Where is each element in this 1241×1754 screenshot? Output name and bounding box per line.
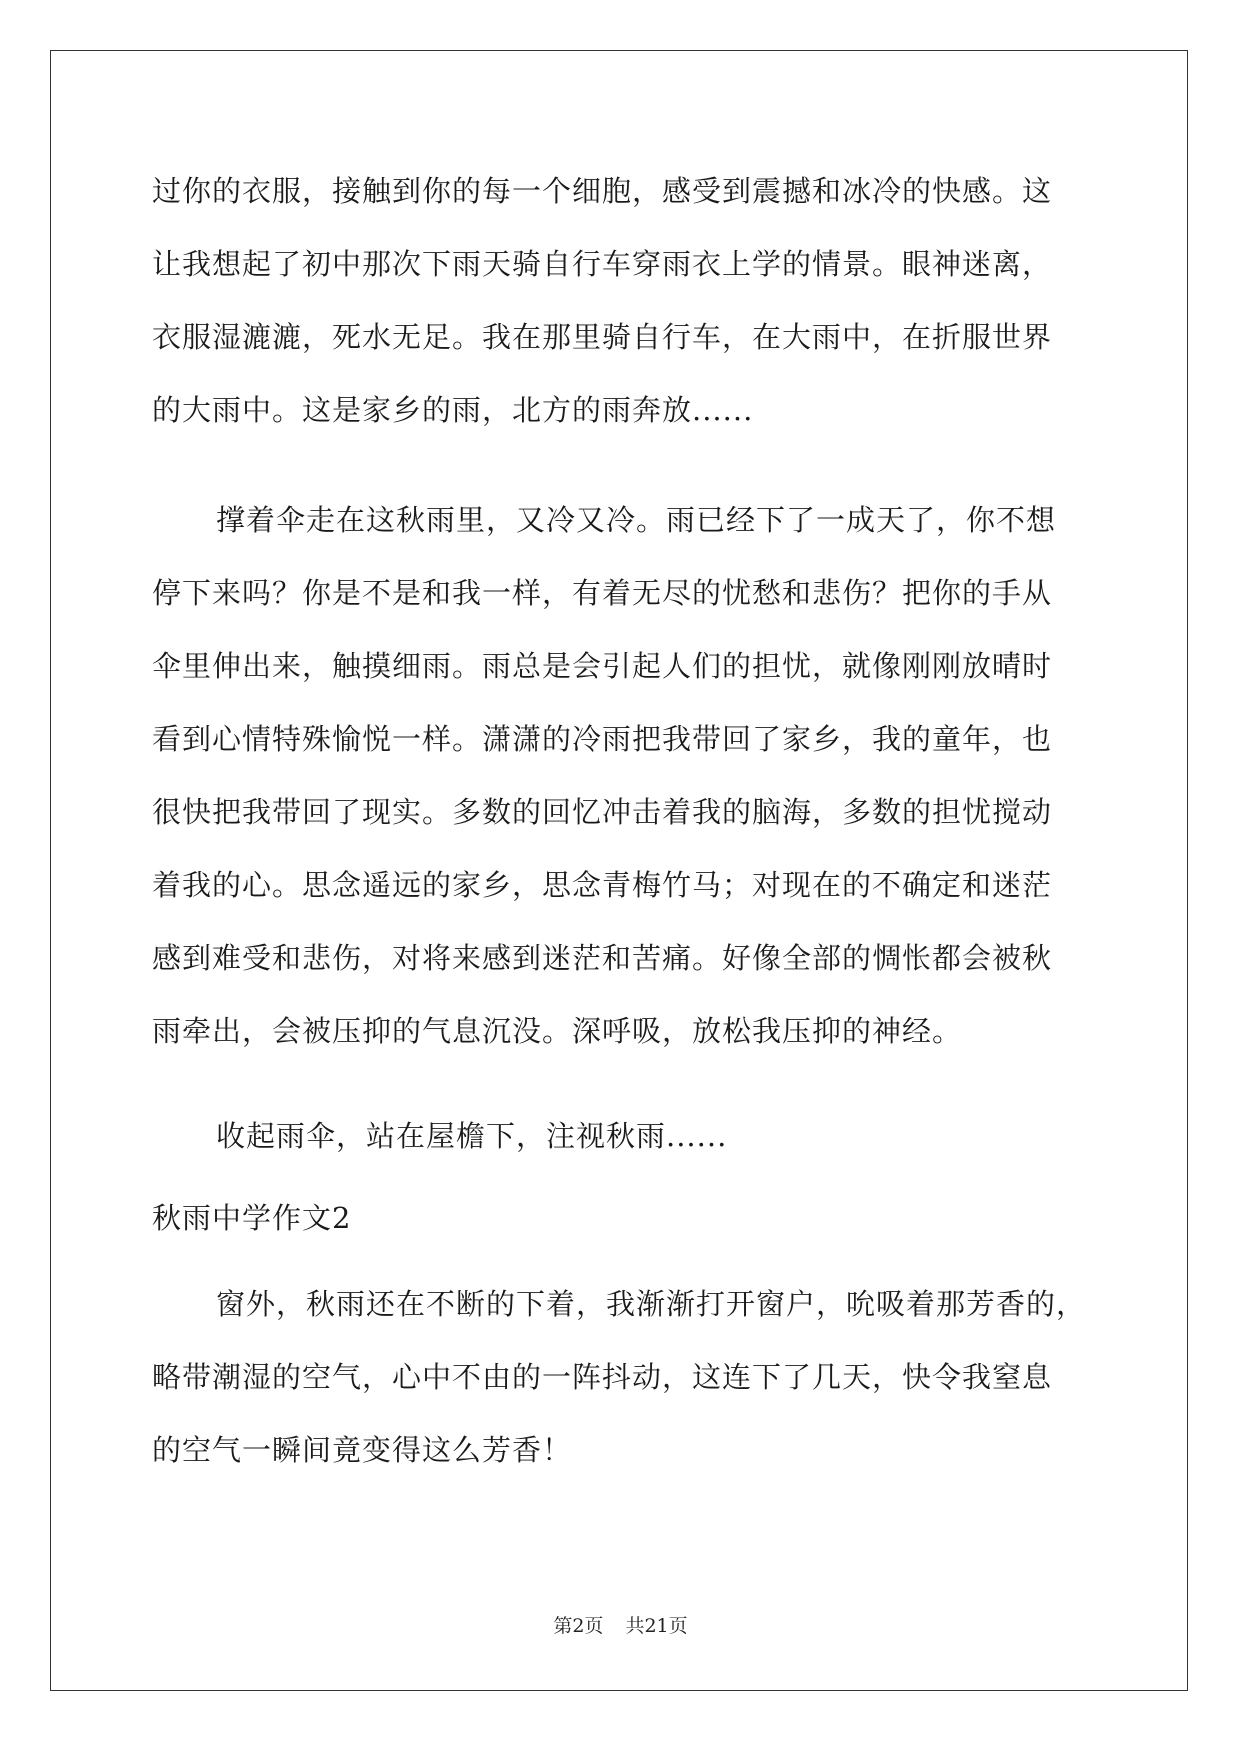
text-line: 看到心情特殊愉悦一样。潇潇的冷雨把我带回了家乡，我的童年，也	[152, 722, 1053, 756]
text-line: 衣服湿漉漉，死水无足。我在那里骑自行车，在大雨中，在折服世界	[152, 320, 1053, 354]
text-line: 雨牵出，会被压抑的气息沉没。深呼吸，放松我压抑的神经。	[152, 1014, 963, 1048]
page-footer	[0, 1614, 1241, 1638]
section-heading: 秋雨中学作文2	[152, 1201, 352, 1235]
paragraph-first-line: 收起雨伞，站在屋檐下，注视秋雨......	[216, 1119, 728, 1153]
text-line: 感到难受和悲伤，对将来感到迷茫和苦痛。好像全部的惆怅都会被秋	[152, 941, 1053, 975]
text-line: 的空气一瞬间竟变得这么芳香！	[152, 1433, 573, 1467]
text-line: 着我的心。思念遥远的家乡，思念青梅竹马；对现在的不确定和迷茫	[152, 868, 1053, 902]
text-line: 过你的衣服，接触到你的每一个细胞，感受到震撼和冰冷的快感。这	[152, 174, 1053, 208]
text-line: 很快把我带回了现实。多数的回忆冲击着我的脑海，多数的担忧搅动	[152, 795, 1053, 829]
page-number: 第2页	[553, 1615, 604, 1637]
paragraph-first-line: 窗外，秋雨还在不断的下着，我渐渐打开窗户，吮吸着那芳香的，	[216, 1287, 1087, 1321]
text-line: 伞里伸出来，触摸细雨。雨总是会引起人们的担忧，就像刚刚放晴时	[152, 649, 1053, 683]
text-line: 略带潮湿的空气，心中不由的一阵抖动，这连下了几天，快令我窒息	[152, 1360, 1053, 1394]
text-line: 的大雨中。这是家乡的雨，北方的雨奔放......	[152, 393, 754, 427]
text-line: 让我想起了初中那次下雨天骑自行车穿雨衣上学的情景。眼神迷离，	[152, 247, 1053, 281]
paragraph-first-line: 撑着伞走在这秋雨里，又冷又冷。雨已经下了一成天了，你不想	[216, 503, 1057, 537]
text-line: 停下来吗？你是不是和我一样，有着无尽的忧愁和悲伤？把你的手从	[152, 576, 1053, 610]
page-total: 共21页	[625, 1615, 688, 1637]
